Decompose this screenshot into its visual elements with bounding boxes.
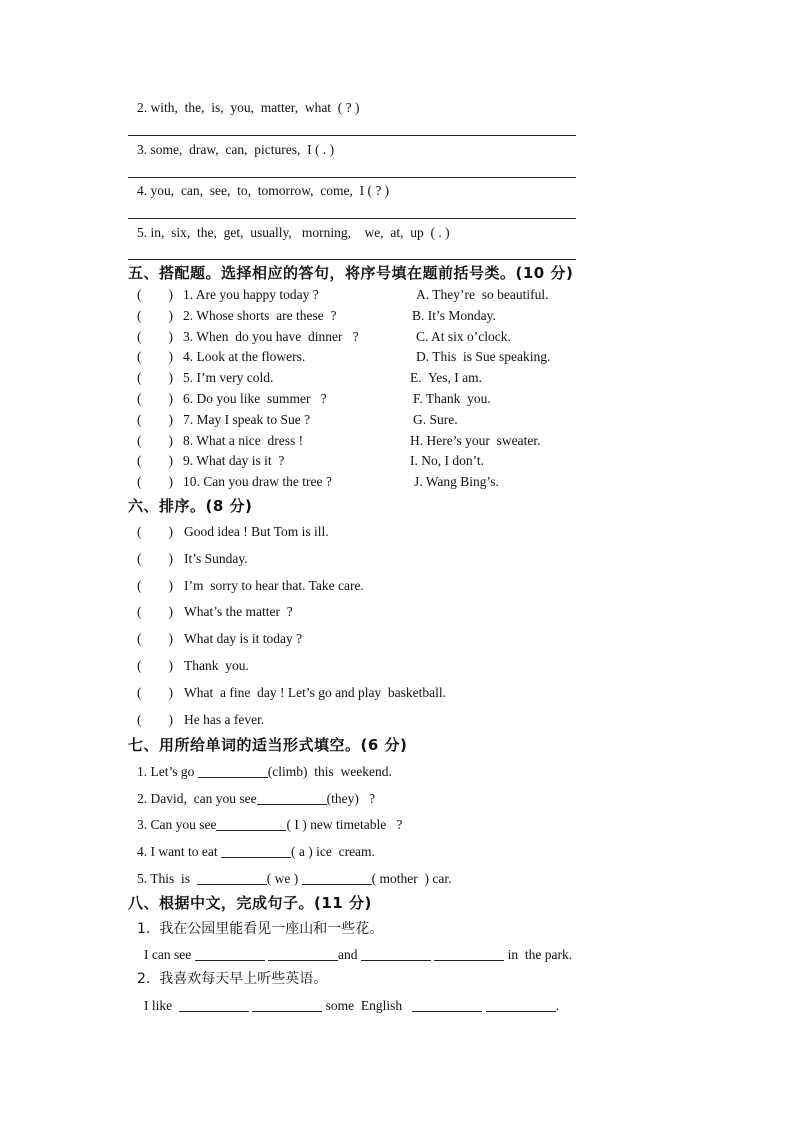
fill-text: and xyxy=(337,947,361,962)
matching-question: 7. May I speak to Sue ? xyxy=(183,411,311,427)
fill-text: ( a ) ice cream. xyxy=(290,844,375,859)
fill-text: I can see xyxy=(144,947,195,962)
fill-text: ( I ) new timetable ? xyxy=(286,817,403,832)
fill-blank[interactable] xyxy=(361,959,431,961)
fill-blank[interactable] xyxy=(302,883,372,885)
order-bracket[interactable]: ( ) xyxy=(137,711,173,727)
fill-blank[interactable] xyxy=(434,959,504,961)
matching-answer-option: C. At six o’clock. xyxy=(416,328,511,344)
matching-question: 2. Whose shorts are these ? xyxy=(183,307,337,323)
fill-text: 1. Let’s go xyxy=(137,764,198,779)
reorder-item-3: 3. some, draw, can, pictures, I ( . ) xyxy=(137,142,335,157)
fill-blank[interactable] xyxy=(216,829,286,831)
matching-question: 4. Look at the flowers. xyxy=(183,349,306,365)
order-bracket[interactable]: ( ) xyxy=(137,604,173,620)
dialogue-sentence: It’s Sunday. xyxy=(184,550,248,566)
fill-text: ( mother ) car. xyxy=(371,871,452,886)
fill-blank[interactable] xyxy=(268,959,338,961)
order-bracket[interactable]: ( ) xyxy=(137,631,173,647)
answer-bracket[interactable]: ( ) xyxy=(137,391,173,406)
answer-bracket[interactable]: ( ) xyxy=(137,432,173,448)
answer-bracket[interactable]: ( ) xyxy=(137,474,173,490)
fill-text: 5. This is xyxy=(137,871,197,886)
matching-answer-option: D. This is Sue speaking. xyxy=(416,349,551,365)
fill-blank[interactable] xyxy=(257,803,327,805)
matching-question: 5. I’m very cold. xyxy=(183,370,274,386)
matching-answer-option: F. Thank you. xyxy=(413,391,491,406)
matching-question: 3. When do you have dinner ? xyxy=(183,328,359,344)
dialogue-sentence: Good idea ! But Tom is ill. xyxy=(184,524,329,539)
matching-answer-option: H. Here’s your sweater. xyxy=(410,432,541,448)
dialogue-sentence: He has a fever. xyxy=(184,711,265,727)
section-8-title: 八、根据中文，完成句子。(11 分) xyxy=(128,894,372,912)
section-5-title: 五、搭配题。选择相应的答句，将序号填在题前括号类。(10 分) xyxy=(128,264,574,282)
answer-bracket[interactable]: ( ) xyxy=(137,287,173,302)
dialogue-sentence: What’s the matter ? xyxy=(184,604,293,620)
section-7-title: 七、用所给单词的适当形式填空。(6 分) xyxy=(128,736,408,754)
matching-answer-option: B. It’s Monday. xyxy=(412,307,496,323)
matching-answer-option: E. Yes, I am. xyxy=(410,370,483,386)
answer-bracket[interactable]: ( ) xyxy=(137,328,173,344)
answer-bracket[interactable]: ( ) xyxy=(137,411,173,427)
matching-question: 1. Are you happy today ? xyxy=(183,287,319,302)
matching-answer-option: J. Wang Bing’s. xyxy=(414,474,499,490)
reorder-item-5: 5. in, six, the, get, usually, morning, we, at, up ( . ) xyxy=(137,225,450,240)
order-bracket[interactable]: ( ) xyxy=(137,658,173,673)
reorder-item-4: 4. you, can, see, to, tomorrow, come, I ( ? ) xyxy=(137,183,390,198)
fill-blank[interactable] xyxy=(198,776,268,778)
fill-blank[interactable] xyxy=(195,959,265,961)
answer-line[interactable] xyxy=(128,259,576,260)
answer-line[interactable] xyxy=(128,177,576,178)
order-bracket[interactable]: ( ) xyxy=(137,577,173,593)
answer-bracket[interactable]: ( ) xyxy=(137,453,173,469)
fill-blank[interactable] xyxy=(412,1010,482,1012)
fill-item-4 xyxy=(137,844,375,860)
matching-question: 10. Can you draw the tree ? xyxy=(183,474,332,490)
reorder-item-2: 2. with, the, is, you, matter, what ( ? ) xyxy=(137,100,360,115)
matching-question: 9. What day is it ? xyxy=(183,453,285,469)
fill-text: (they) ? xyxy=(326,791,375,806)
dialogue-sentence: Thank you. xyxy=(184,658,249,673)
answer-bracket[interactable]: ( ) xyxy=(137,349,173,365)
fill-text: 2. David, can you see xyxy=(137,791,257,806)
answer-bracket[interactable]: ( ) xyxy=(137,370,173,386)
fill-text: some English xyxy=(322,998,413,1013)
fill-item-2 xyxy=(137,791,375,807)
matching-answer-option: G. Sure. xyxy=(413,411,458,427)
answer-bracket[interactable]: ( ) xyxy=(137,307,173,323)
translate-answer-1 xyxy=(144,947,572,963)
section-6-title: 六、排序。(8 分) xyxy=(128,497,253,515)
order-bracket[interactable]: ( ) xyxy=(137,550,173,566)
fill-item-5 xyxy=(137,871,451,887)
fill-text: 4. I want to eat xyxy=(137,844,221,859)
order-bracket[interactable]: ( ) xyxy=(137,684,173,700)
fill-item-1 xyxy=(137,764,392,780)
fill-text: ( we ) xyxy=(266,871,302,886)
matching-question: 6. Do you like summer ? xyxy=(183,391,327,406)
order-bracket[interactable]: ( ) xyxy=(137,524,173,539)
fill-item-3 xyxy=(137,817,402,833)
matching-answer-option: A. They’re so beautiful. xyxy=(416,287,549,302)
fill-text: in the park. xyxy=(504,947,573,962)
translate-answer-2 xyxy=(144,998,559,1014)
translate-prompt-1: 1. 我在公园里能看见一座山和一些花。 xyxy=(137,921,384,937)
matching-question: 8. What a nice dress ! xyxy=(183,432,304,448)
dialogue-sentence: I’m sorry to hear that. Take care. xyxy=(184,577,364,593)
fill-text: 3. Can you see xyxy=(137,817,217,832)
fill-blank[interactable] xyxy=(252,1010,322,1012)
dialogue-sentence: What day is it today ? xyxy=(184,631,303,647)
fill-text: . xyxy=(555,998,559,1013)
fill-blank[interactable] xyxy=(221,856,291,858)
answer-line[interactable] xyxy=(128,135,576,136)
matching-answer-option: I. No, I don’t. xyxy=(410,453,484,469)
fill-blank[interactable] xyxy=(486,1010,556,1012)
fill-text: I like xyxy=(144,998,179,1013)
dialogue-sentence: What a fine day ! Let’s go and play basketball. xyxy=(184,684,447,700)
answer-line[interactable] xyxy=(128,218,576,219)
fill-blank[interactable] xyxy=(197,883,267,885)
translate-prompt-2: 2. 我喜欢每天早上听些英语。 xyxy=(137,971,328,987)
fill-blank[interactable] xyxy=(179,1010,249,1012)
fill-text: (climb) this weekend. xyxy=(267,764,392,779)
